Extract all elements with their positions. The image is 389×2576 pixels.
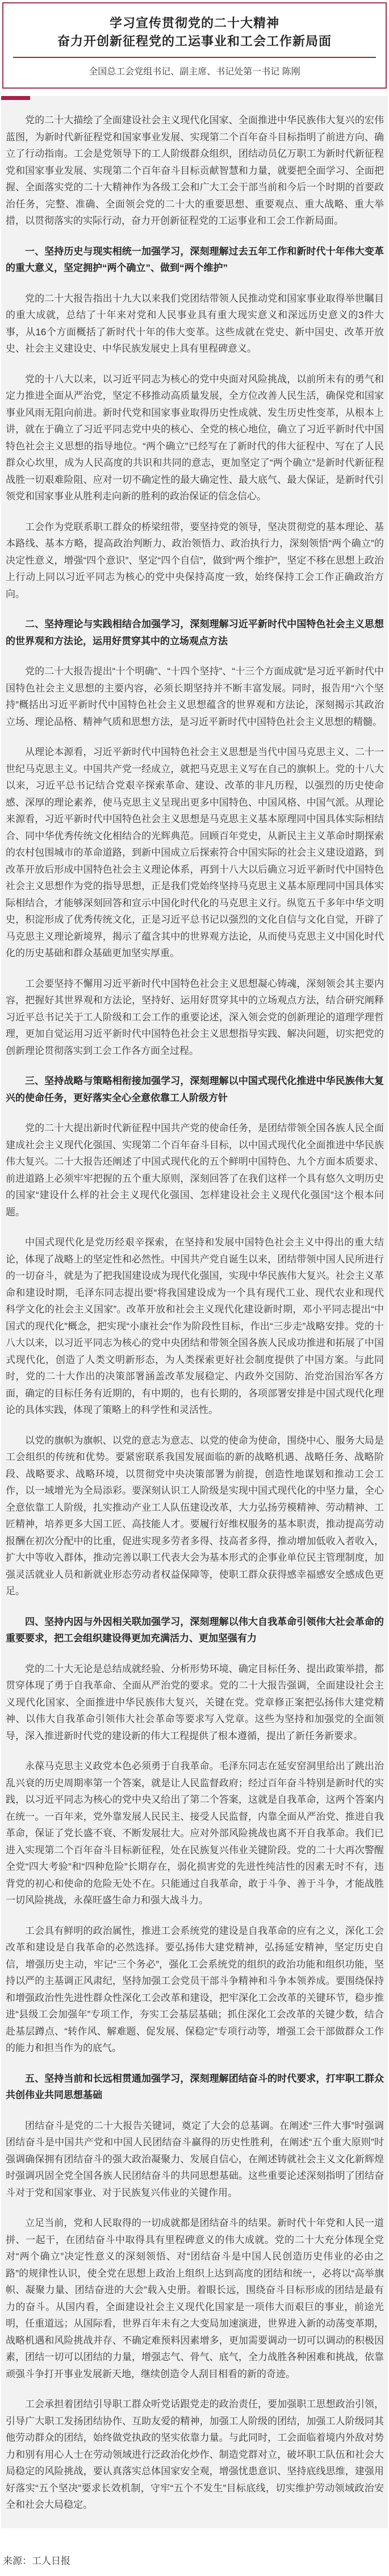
paragraph: 党的二十大描绘了全面建设社会主义现代化国家、全面推进中华民族伟大复兴的宏伟蓝图，为新时代新征程党和国家事业发展、实现第二个百年奋斗目标指明了前进方向、确立了行动指南。工会是党领导下的工人阶级群众组织，团结动员亿万职工为新时代新征程党和国家事业发展、实现第二个百年奋斗目标贡献智慧和力量，就要把全面学习、全面把握、全面落实党的二十大精神作为各级工会和广大工会干部当前和今后一个时期的首要政治任务，完整、准确、全面领会党的二十大的重要思想、重要观点、重大战略、重大举措，以贯彻落实的实际行动，奋力开创新征程党的工运事业和工会工作新局面。: [6, 115, 384, 226]
paragraph: 工会要坚持不懈用习近平新时代中国特色社会主义思想凝心铸魂，深刻领会其主要内容，把握好其世界观和方法论，坚持好、运用好贯穿其中的立场观点方法，结合研究阐释习近平总书记关于工人阶级和工会工作的重要论述，深入领会党的创新理论的道理学理哲理，更加自觉运用习近平新时代中国特色社会主义思想指导实践、解决问题，切实把党的创新理论贯彻落实到工会工作各方面全过程。: [6, 978, 384, 1056]
section-heading: 四、坚持内因与外因相关联加强学习，深刻理解以伟大自我革命引领伟大社会革命的重要要求，把工会组织建设得更加充满活力、更加坚强有力: [6, 1616, 384, 1644]
paragraph: 立足当前，党和人民取得的一切成就都是团结奋斗的结果。新时代十年党和人民一道拼、一起干，在团结奋斗中取得具有里程碑意义的伟大成就。党的二十大充分体现全党对“两个确立”决定性意义的深刻领悟、对“团结奋斗是中国人民创造历史伟业的必由之路”的规律性认识，使全党在思想上政治上组织上达到高度的团结和统一，必将以“高举旗帜、凝聚力量、团结奋进的大会”载入史册。着眼长远，围绕奋斗目标形成的团结是最有力的奋斗。从国内看，全面建设社会主义现代化国家是一项伟大而艰巨的事业，前途光明，任重道远；从国际看，世界百年未有之大变局加速演进，世界进入新的动荡变革期，战略机遇和风险挑战并存、不确定难预料因素增多，更加需要调动一切可以调动的积极因素，团结一切可以团结的力量，增强志气、骨气、底气，全力战胜各种困难和挑战，依靠顽强斗争打开事业发展新天地，继续创造令人刮目相看的新的奇迹。: [6, 2217, 384, 2379]
paragraph: 党的二十大无论是总结成就经验、分析形势环境、确定目标任务、提出政策举措，都贯穿体现了勇于自我革命、全面从严治党的要求。党的二十大报告强调，全面建设社会主义现代化国家、全面推进中华民族伟大复兴，关键在党。党章修正案把弘扬伟大建党精神、以伟大自我革命引领伟大社会革命等要求写入党章。这些为坚持和加强党的全面领导，深入推进新时代党的建设新的伟大工程提供了根本遵循，提出了新任务新要求。: [6, 1663, 384, 1741]
article-header: [2, 2, 387, 89]
paragraph: 工会作为党联系职工群众的桥梁纽带，要坚持党的领导，坚决贯彻党的基本理论、基本路线、基本方略，提高政治判断力、政治领悟力、政治执行力，深刻领悟“两个确立”的决定性意义，增强“四个意识”、坚定“四个自信”，做到“两个维护”，坚定不移在思想上政治上行动上同以习近平同志为核心的党中央保持高度一致，始终保持工会工作正确政治方向。: [6, 521, 384, 599]
source-attribution: 来源：工人日报: [3, 2555, 70, 2566]
article-content: [1, 96, 388, 2528]
article-body: [6, 112, 384, 2514]
paragraph: 工会具有鲜明的政治属性，推进工会系统党的建设是自我革命的应有之义，深化工会改革和建设是自我革命的必然选择。要弘扬伟大建党精神，弘扬延安精神，坚定历史自信，增强历史主动，牢记“三个务必”，强化工会系统党的组织的政治功能和组织功能，坚持以严的主基调正风肃纪，坚持加强工会党员干部斗争精神和斗争本领养成。要围绕保持和增强政治性先进性群众性深化工会改革和建设，把牢深化工会改革的关键环节，稳步推进“县级工会加强年”专项工作，夯实工会基层基础；抓住深化工会改革的关键少数，结合赴基层蹲点、“转作风、解难题、促发展、保稳定”专项行动等，增强工会干部做群众工作的能力和担当作为的底气。: [6, 1925, 384, 2053]
paragraph: 永葆马克思主义政党本色必须勇于自我革命。毛泽东同志在延安窑洞里给出了跳出治乱兴衰的历史周期率第一个答案，就是让人民监督政府；经过百年奋斗特别是新时代的实践，以习近平同志为核心的党中央又给出了第二个答案，这就是自我革命，这两个答案内在统一。一百年来，党外靠发展人民民主、接受人民监督，内靠全面从严治党、推进自我革命，保证了党长盛不衰、不断发展壮大。应对外部风险挑战也离不开自我革命。我们已进入实现第二个百年奋斗目标新征程，处在民族复兴伟业关键阶段。党的二十大再次警醒全党“四大考验”和“四种危险”长期存在，弱化损害党的先进性纯洁性的因素无时不有，违背党的初心和使命的危险无处不在。只能通过自我革命，敢于斗争、善于斗争，才能战胜一切风险挑战，永葆旺盛生命力和强大战斗力。: [6, 1761, 384, 1906]
accent-bar: [1, 96, 30, 100]
section-heading: 三、坚持战略与策略相衔接加强学习，深刻理解以中国式现代化推进中华民族伟大复兴的使命任务，更好落实全心全意依靠工人阶级方针: [6, 1076, 384, 1103]
section-heading: 一、坚持历史与现实相统一加强学习，深刻理解过去五年工作和新时代十年伟大变革的重大意义，坚定拥护“两个确立”、做到“两个维护”: [6, 245, 384, 273]
paragraph: 团结奋斗是党的二十大报告关键词，奠定了大会的总基调。在阐述“三件大事”时强调团结奋斗是中国共产党和中国人民团结奋斗赢得的历史性胜利，在阐述“五个重大原则”时强调确保拥有团结奋斗的强大政治凝聚力、发展自信心，在阐述铸就社会主义文化新辉煌时强调巩固全党全国各族人民团结奋斗的共同思想基础。这些重要论述深刻指明了团结奋斗对于党和国家事业、对于民族复兴伟业的关键作用。: [6, 2120, 384, 2198]
article-title-line1: 学习宣传贯彻党的二十大精神: [109, 16, 279, 30]
article-byline: 全国总工会党组书记、副主席、书记处第一书记 陈刚: [89, 67, 300, 77]
section-heading: 五、坚持当前和长远相贯通加强学习，深刻理解团结奋斗的时代要求，打牢职工群众共创伟业共同思想基础: [6, 2073, 384, 2100]
article-title-line2: 奋力开创新征程党的工运事业和工会工作新局面: [57, 34, 332, 48]
paragraph: 党的十八大以来，以习近平同志为核心的党中央面对风险挑战，以前所未有的勇气和定力推进全面从严治党，坚定不移推动高质量发展，全方位改善人民生活，确保党和国家事业风雨无阻向前进。新时代党和国家事业取得历史性成就、发生历史性变革，从根本上讲，就在于确立了习近平同志党中央的核心、全党的核心地位，确立了习近平新时代中国特色社会主义思想的指导地位。“两个确立”已经写在了新时代的伟大征程中、写在了人民群众心坎里，成为人民高度的共识和共同的意志，更加坚定了“两个确立”是新时代新征程战胜一切艰难险阻、应对一切不确定性的最大确定性、最大底气、最大保证，是新时代引领党和国家事业从胜利走向新的胜利的政治保证的信念信心。: [6, 373, 384, 502]
paragraph: 以党的旗帜为旗帜、以党的意志为意志、以党的使命为使命，围绕中心、服务大局是工会组织的传统和优势。要紧密联系我国发展面临的新的战略机遇、战略任务、战略阶段、战略要求、战略环境，以贯彻党中央决策部署为前提，创造性地谋划和推动工会工作，以一域增光为全局添彩。要深刻认识工人阶级是实现中国式现代化的中坚力量，全心全意依靠工人阶级，扎实推动产业工人队伍建设改革，大力弘扬劳模精神、劳动精神、工匠精神，培养更多大国工匠、高技能人才。要履行好维权服务的基本职责，推动提高劳动报酬在初次分配中的比重，促进实现多劳者多得、技高者多得，推动增加低收入者收入，扩大中等收入群体，推动完善以职工代表大会为基本形式的企事业单位民主管理制度，加强灵活就业人员和新就业形态劳动者权益保障等，使职工群众获得感幸福感安全感成色更足。: [6, 1435, 384, 1597]
paragraph: 从理论本源看，习近平新时代中国特色社会主义思想是当代中国马克思主义、二十一世纪马克思主义。中国共产党一经成立，就把马克思主义写在自己的旗帜上。党的十八大以来，习近平总书记结合党艰辛探索革命、建设、改革的非凡历程，以强烈的历史使命感、深厚的理论素养，使马克思主义呈现出更多中国特色、中国风格、中国气派。从理论来源看，习近平新时代中国特色社会主义思想是马克思主义基本原理同中国具体实际相结合、同中华优秀传统文化相结合的光辉典范。回顾百年党史，从新民主主义革命时期探索的农村包围城市的革命道路，到新中国成立后探索符合中国实际的社会主义建设道路，到改革开放后形成中国特色社会主义理论体系，再到十八大以后确立习近平新时代中国特色社会主义思想作为党的指导思想，正是我们党始终坚持马克思主义基本原理同中国具体实际相结合，才能够深刻回答和宣示中国化时代化的马克思主义行。纵览五千多年中华文明史，积淀形成了优秀传统文化，正是习近平总书记以强烈的文化自信与文化自觉，开辟了马克思主义理论新境界，揭示了蕴含其中的世界观方法论，从而使马克思主义中国化时代化的历史基础和群众基础更加坚实厚重。: [6, 747, 384, 958]
header-divider: [13, 57, 376, 58]
paragraph: 中国式现代化是党历经艰辛探索，在坚持和发展中国特色社会主义中得出的重大结论，体现了战略上的坚定性和必然性。中国共产党自诞生以来，团结带领中国人民所进行的一切奋斗，就是为了把我国建设成为现代化强国，实现中华民族伟大复兴。社会主义革命和建设时期，毛泽东同志提出要“将我国建设成为一个具有现代工业、现代农业和现代科学文化的社会主义国家”。改革开放和社会主义现代化建设新时期，邓小平同志提出“中国式的现代化”概念，把实现“小康社会”作为阶段性目标，作出“三步走”战略安排。党的十八大以来，以习近平同志为核心的党中央团结和带领全国各族人民成功推进和拓展了中国式现代化，创造了人类文明新形态，为人类探索更好社会制度提供了中国方案。与此同时，党的二十大作出的决策部署涵盖改革发展稳定、内政外交国防、治党治国治军各方面，确定的目标任务有近期的，有中期的，也有长期的，各项部署安排是中国式现代化理论的具体实践，体现了策略上的科学性和灵活性。: [6, 1237, 384, 1415]
paragraph: 党的二十大报告指出十九大以来我们党团结带领人民推动党和国家事业取得举世瞩目的重大成就，总结了十年来对党和人民事业具有重大现实意义和深远历史意义的3件大事，从16个方面概括了新时代十年的伟大变革。这些成就在党史、新中国史、改革开放史、社会主义建设史、中华民族发展史上具有里程碑意义。: [6, 293, 384, 354]
paragraph: 工会承担着团结引导职工群众听党话跟党走的政治责任，要加强职工思想政治引领，引导广大职工发扬团结协作、互助友爱的精神，加强工人阶级的团结，加强工人阶级同其他劳动群众的团结，始终做党执政的坚实依靠力量。与此同时，工会面临着境内外敌对势力和别有用心人士在劳动领域进行泛政治化炒作、制造党群对立，破坏职工队伍和社会大局稳定的风险挑战，要认真落实总体国家安全观，增强忧患意识、坚持底线思维，建强用好落实“五个坚决”要求长效机制，守牢“五个不发生”目标底线，切实维护劳动领域政治安全和社会大局稳定。: [6, 2399, 384, 2510]
paragraph: 党的二十大报告提出“十个明确”、“十四个坚持”、“十三个方面成就”是习近平新时代中国特色社会主义思想的主要内容，必须长期坚持并不断丰富发展。同时，报告用“六个坚持”概括出习近平新时代中国特色社会主义思想蕴含的世界观和方法论，深刻揭示其政治立场、理论品格、精神气质和思想方法，是习近平新时代中国特色社会主义思想的精髓。: [6, 666, 384, 727]
paragraph: 党的二十大提出新时代新征程中国共产党的使命任务，是团结带领全国各族人民全面建成社会主义现代化强国、实现第二个百年奋斗目标，以中国式现代化全面推进中华民族伟大复兴。二十大报告还阐述了中国式现代化的五个鲜明中国特色、九个方面本质要求、前进道路上必须牢牢把握的五个重大原则，深刻回答了在我们这样一个具有悠久文明历史的国家“建设什么样的社会主义现代化强国、怎样建设社会主义现代化强国”这个根本问题。: [6, 1123, 384, 1218]
section-heading: 二、坚持理论与实践相结合加强学习，深刻理解习近平新时代中国特色社会主义思想的世界观和方法论，运用好贯穿其中的立场观点方法: [6, 619, 384, 647]
